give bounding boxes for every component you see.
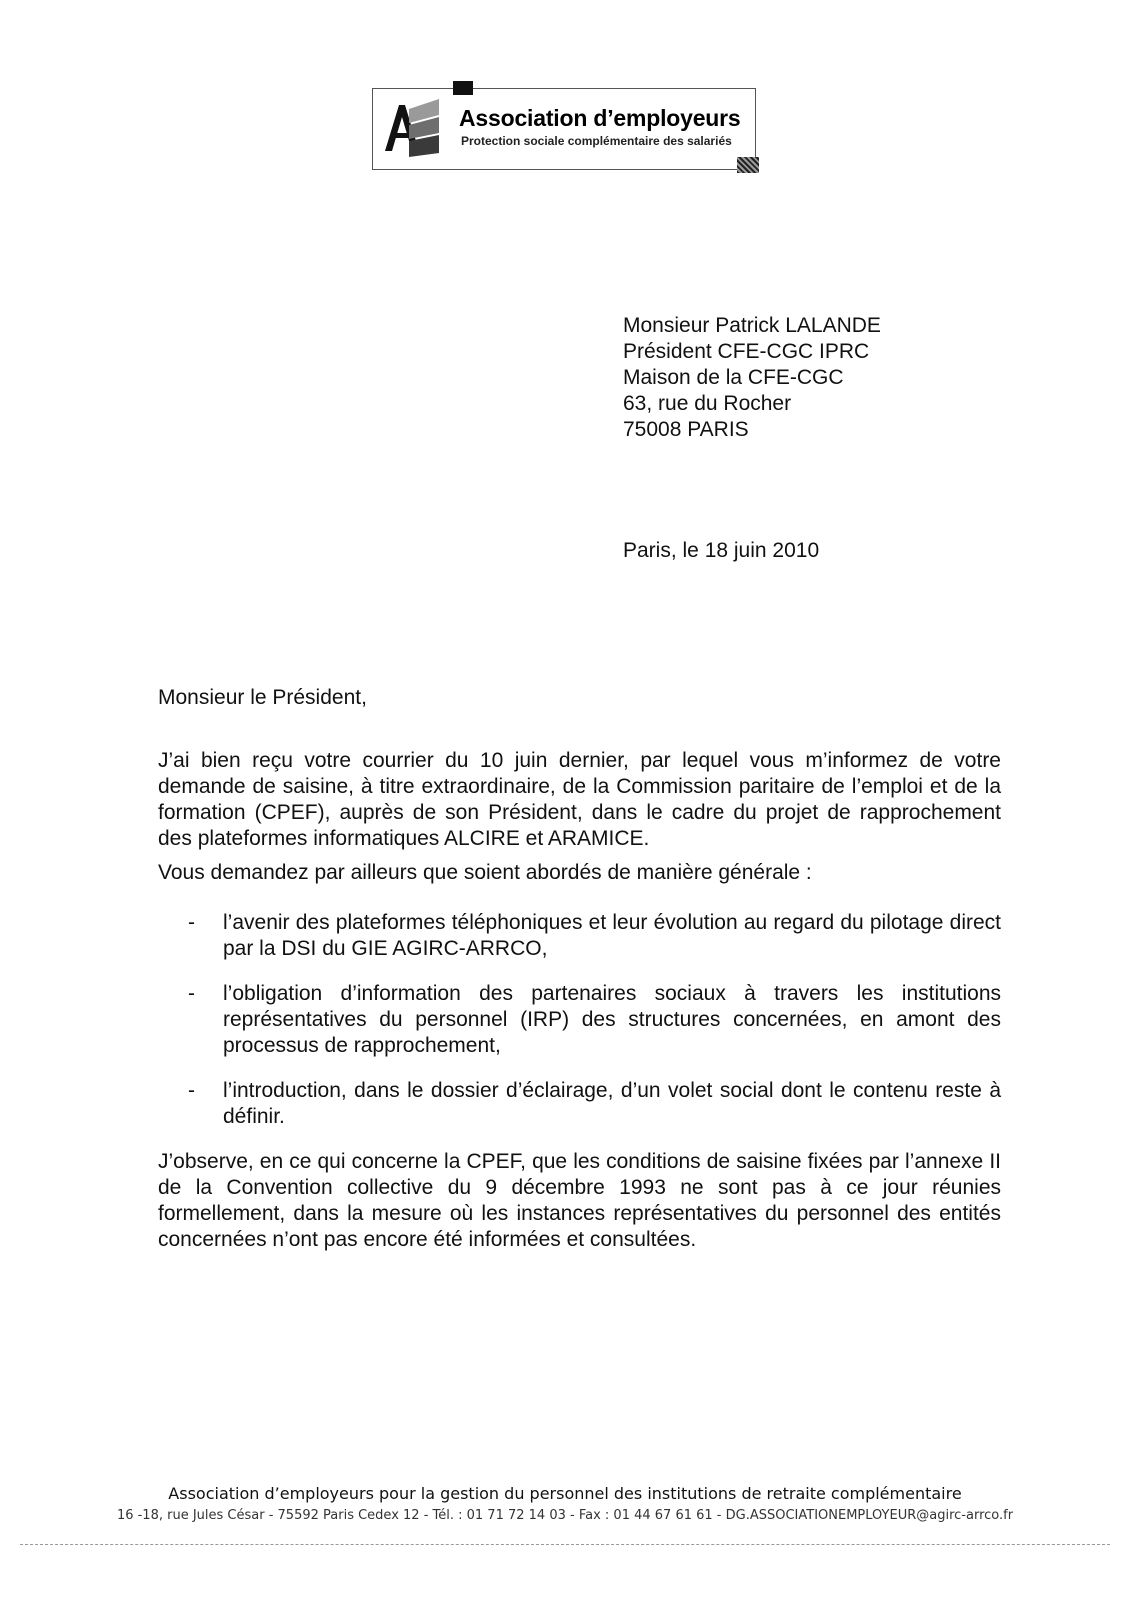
list-item-text: l’introduction, dans le dossier d’éclairage, d’un volet social dont le contenu reste à définir. — [223, 1079, 1001, 1128]
ae-logo-icon — [379, 95, 451, 161]
organization-tagline: Protection sociale complémentaire des salariés — [461, 134, 732, 148]
recipient-line: 75008 PARIS — [623, 418, 749, 441]
list-item — [158, 981, 1001, 1059]
paragraph: Vous demandez par ailleurs que soient abordés de manière générale : — [158, 861, 812, 884]
letterhead-mark — [453, 81, 473, 95]
list-item — [158, 1078, 1001, 1130]
bullet-dash: - — [188, 911, 195, 934]
salutation: Monsieur le Président, — [158, 686, 367, 709]
recipient-line: Maison de la CFE-CGC — [623, 366, 844, 389]
list-item — [158, 910, 1001, 962]
letterhead-corner-mark — [737, 157, 759, 173]
paragraph: J’observe, en ce qui concerne la CPEF, que les conditions de saisine fixées par l’annexe II de la Convention collective du 9 décembre 1993 ne sont pas à ce jour réunies formellement, dans la mesure où les instances représentatives du personnel des entités concernées n’ont pas encore été informées et consultées. — [158, 1150, 1001, 1251]
bullet-dash: - — [188, 1079, 195, 1102]
recipient-line: Monsieur Patrick LALANDE — [623, 314, 881, 337]
recipient-address — [623, 313, 881, 443]
organization-name: Association d’employeurs — [459, 105, 741, 131]
footer-divider — [20, 1544, 1110, 1545]
paragraph: J’ai bien reçu votre courrier du 10 juin dernier, par lequel vous m’informez de votre demande de saisine, à titre extraordinaire, de la Commission paritaire de l’emploi et de la formation (CPEF), auprès de son Président, dans le cadre du projet de rapprochement des plateformes informatiques ALCIRE et ARAMICE. — [158, 749, 1001, 850]
letterhead — [372, 88, 756, 170]
bullet-dash: - — [188, 982, 195, 1005]
letter-date: Paris, le 18 juin 2010 — [623, 539, 820, 562]
bullet-list — [158, 910, 1001, 1149]
recipient-line: Président CFE-CGC IPRC — [623, 340, 870, 363]
list-item-text: l’avenir des plateformes téléphoniques et leur évolution au regard du pilotage direct par la DSI du GIE AGIRC-ARRCO, — [223, 911, 1001, 960]
list-item-text: l’obligation d’information des partenaires sociaux à travers les institutions représentatives du personnel (IRP) des structures concernées, en amont des processus de rapprochement, — [223, 982, 1001, 1057]
footer-contact: 16 -18, rue Jules César - 75592 Paris Cedex 12 - Tél. : 01 71 72 14 03 - Fax : 01 44 67 61 61 - DG.ASSOCIATIONEMPLOYEUR@agirc-arrco.fr — [116, 1508, 1014, 1523]
footer-organization: Association d’employeurs pour la gestion du personnel des institutions de retraite complémentaire — [168, 1484, 962, 1503]
recipient-line: 63, rue du Rocher — [623, 392, 792, 415]
